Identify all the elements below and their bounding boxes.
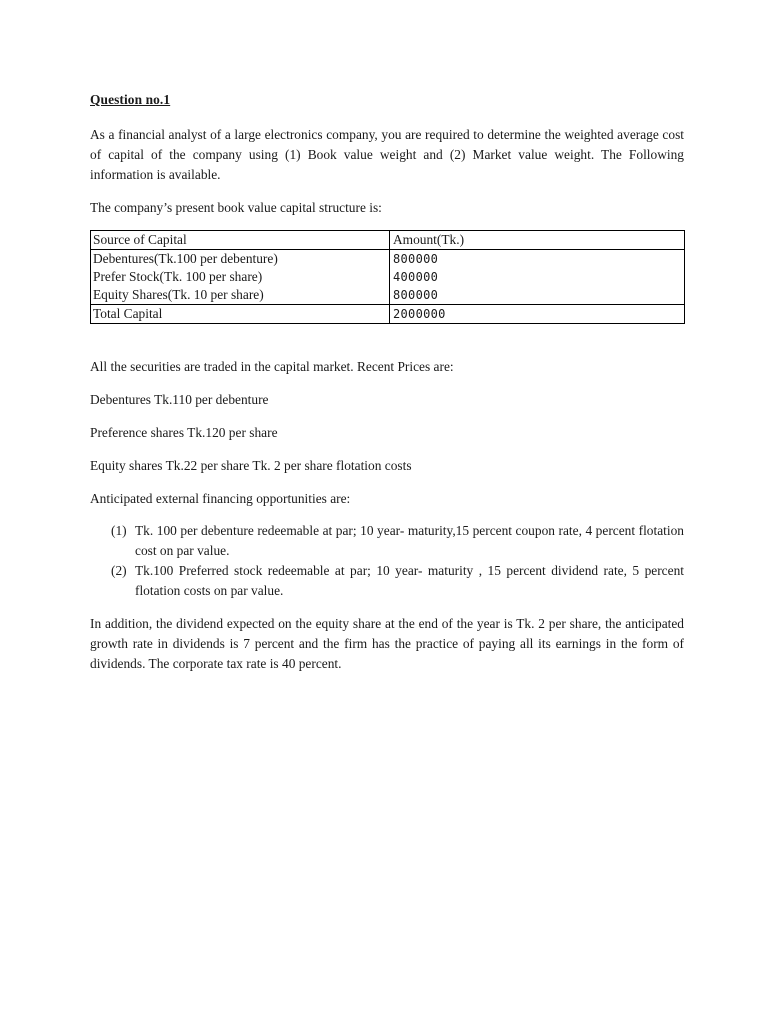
amounts-cell (390, 250, 685, 305)
table-total-row (91, 305, 685, 324)
sources-cell (91, 250, 390, 305)
financing-intro: Anticipated external financing opportunities are: (90, 491, 351, 506)
table-header-row (91, 231, 685, 250)
list-item (90, 521, 684, 561)
total-amount-cell: 2000000 (390, 305, 685, 324)
price-preference-shares: Preference shares Tk.120 per share (90, 425, 278, 440)
amount-debentures: 800000 (393, 252, 439, 266)
table-body-row (91, 250, 685, 305)
list-item (90, 561, 684, 601)
source-prefer-stock: Prefer Stock(Tk. 100 per share) (93, 269, 263, 284)
header-source-cell: Source of Capital (91, 231, 390, 250)
question-heading: Question no.1 (90, 92, 171, 107)
source-debentures: Debentures(Tk.100 per debenture) (93, 251, 278, 266)
document-page (90, 90, 684, 687)
intro-paragraph: As a financial analyst of a large electronics company, you are required to determine the weighted average cost of capital of the company using (1) Book value weight and (2) Market value weight. The Following information is available. (90, 127, 684, 182)
list-marker: (2) (111, 563, 127, 578)
source-equity-shares: Equity Shares(Tk. 10 per share) (93, 287, 264, 302)
price-equity-shares: Equity shares Tk.22 per share Tk. 2 per share flotation costs (90, 458, 412, 473)
list-item-text: Tk. 100 per debenture redeemable at par; 10 year- maturity,15 percent coupon rate, 4 percent flotation cost on par value. (135, 523, 684, 558)
financing-list (90, 521, 684, 601)
list-marker: (1) (111, 523, 127, 538)
structure-intro: The company’s present book value capital structure is: (90, 200, 382, 215)
market-intro: All the securities are traded in the capital market. Recent Prices are: (90, 359, 454, 374)
closing-paragraph: In addition, the dividend expected on the equity share at the end of the year is Tk. 2 per share, the anticipated growth rate in dividends is 7 percent and the firm has the practice of paying all its earnings in the form of dividends. The corporate tax rate is 40 percent. (90, 616, 684, 671)
capital-structure-table (90, 230, 685, 324)
list-item-text: Tk.100 Preferred stock redeemable at par; 10 year- maturity , 15 percent dividend rate, 5 percent flotation costs on par value. (135, 563, 684, 598)
amount-equity-shares: 800000 (393, 288, 439, 302)
total-source-cell: Total Capital (91, 305, 390, 324)
price-debentures: Debentures Tk.110 per debenture (90, 392, 269, 407)
header-amount-cell: Amount(Tk.) (390, 231, 685, 250)
amount-prefer-stock: 400000 (393, 270, 439, 284)
